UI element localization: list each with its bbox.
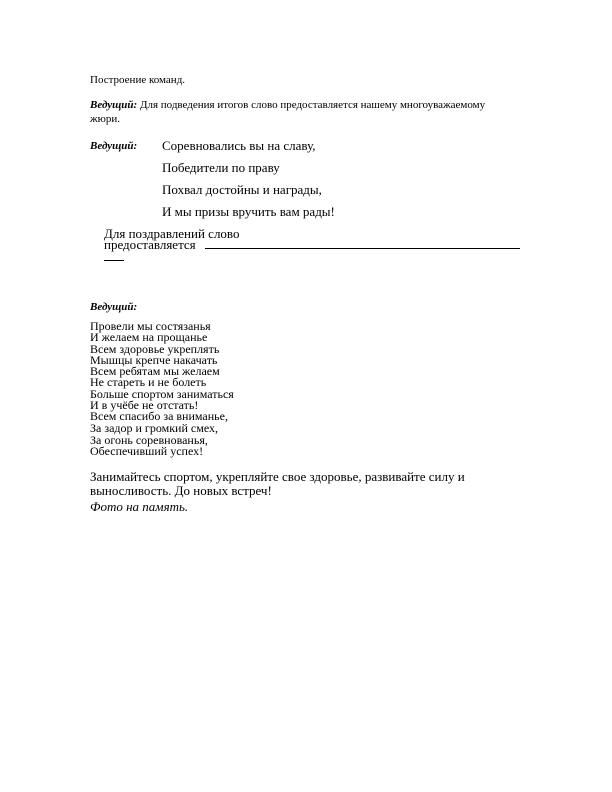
poem-line: Не стареть и не болеть [90,375,207,390]
host-label-1: Ведущий: [90,99,138,111]
host-label-3: Ведущий: [90,301,138,313]
verse-line-4: И мы призы вручить вам рады! [162,204,335,219]
host-paragraph-1 [90,99,485,111]
poem-line: Больше спортом заниматься [90,386,234,401]
poem-line: Всем здоровье укреплять [90,341,220,356]
poem-line: Провели мы состязанья [90,319,211,333]
blank-fill-line [205,248,520,249]
verse-line-2: Победители по праву [162,160,280,175]
intro-text: Построение команд. [90,74,186,86]
closing-line-2: выносливость. До новых встреч! [90,483,272,498]
blank-fill-line-end [104,260,124,261]
poem-line: И желаем на прощанье [90,330,208,345]
host-text-1-line2: жюри. [90,113,120,125]
host-text-1-line1: Для подведения итогов слово предоставляется нашему многоуважаемому [139,99,486,111]
poem-line: Всем ребятам мы желаем [90,364,220,379]
verse-line-1: Соревновались вы на славу, [162,138,316,153]
poem-line: Мышцы крепче накачать [90,352,218,367]
verse-line-3: Похвал достойны и награды, [162,182,322,197]
closing-line-1: Занимайтесь спортом, укрепляйте свое здоровье, развивайте силу и [90,469,465,484]
poem-line: И в учёбе не отстать! [90,398,199,413]
congrats-line-1: Для поздравлений слово [104,226,240,241]
poem-line: Всем спасибо за вниманье, [90,409,228,424]
host-label-2: Ведущий: [90,140,138,152]
poem-line: За задор и громкий смех, [90,420,218,435]
closing-poem [90,321,390,457]
poem-line: За огонь соревнованья, [90,432,208,447]
poem-line: Обеспечивший успех! [90,444,204,459]
congrats-line-2: предоставляется [104,237,196,252]
photo-note: Фото на память. [90,499,189,514]
